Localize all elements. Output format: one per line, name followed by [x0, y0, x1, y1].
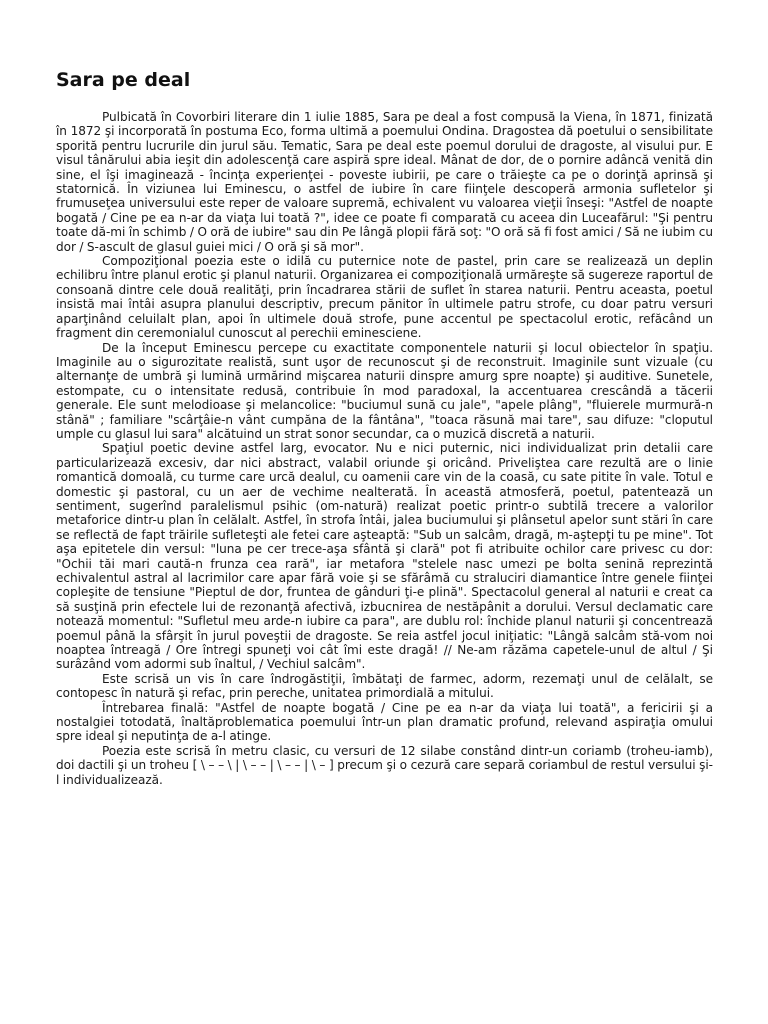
paragraph-7: Poezia este scrisă în metru clasic, cu versuri de 12 silabe constând dintr-un coriamb (troheu-iamb), doi dactili şi un troheu [ \ – – \ | \ – – | \ – – | \ – ] precum şi o cezură care separă coriambul de restul versului şi-l individualizează.: [56, 743, 713, 787]
document-page: [56, 66, 713, 787]
paragraph-5: Este scrisă un vis în care îndrogăstiţii, îmbătaţi de farmec, adorm, rezemaţi unul de celălalt, se contopesc în natură şi refac, prin pereche, unitatea primordială a mitului.: [56, 671, 713, 701]
paragraph-1: Pulbicată în Covorbiri literare din 1 iulie 1885, Sara pe deal a fost compusă la Viena, în 1871, finizată în 1872 şi incorporată în postuma Eco, forma ultimă a poemului Ondina. Dragostea dă poetului o sensibilitate sporită pentru lucrurile din jurul său. Tematic, Sara pe deal este poemul dorului de dragoste, al visului pur. E visul tânărului abia ieşit din adolescenţă care aspiră spre ideal. Mânat de dor, de o pornire adâncă venită din sine, el îşi imaginează - încinţa experienţei - poveste iubirii, pe care o trăieşte ca pe o dorinţă aprinsă şi statornică. În viziunea lui Eminescu, o astfel de iubire în care fiinţele descoperă armonia sufletelor şi frumuseţea universului este reper de valoare supremă, echivalent vu valoarea vieţii înseşi: "Astfel de noapte bogată / Cine pe ea n-ar da viaţa lui toată ?", idee ce poate fi comparată cu aceea din Luceafărul: "Şi pentru toate dă-mi în schimb / O oră de iubire" sau din Pe lângă plopii fără soţ: "O oră să fi fost amici / Să ne iubim cu dor / S-ascult de glasul guiei mici / O oră şi să mor".: [56, 110, 713, 254]
paragraph-6: Întrebarea finală: "Astfel de noapte bogată / Cine pe ea n-ar da viaţa lui toată", a fericirii şi a nostalgiei totodată, înaltăproblematica poemului într-un plan dramatic profund, relevand aspiraţia omului spre ideal şi neputinţa de a-l atinge.: [56, 700, 713, 744]
paragraph-3: De la început Eminescu percepe cu exactitate componentele naturii şi locul obiectelor în spaţiu. Imaginile au o sigurozitate realistă, sunt uşor de recunoscut şi de reconstruit. Imaginile sunt vizuale (cu alternanţe de umbră şi lumină urmărind mişcarea naturii dinspre amurg spre noapte) şi auditive. Sunetele, estompate, cu o intensitate redusă, contribuie în mod paradoxal, la accentuarea crescândă a tăcerii generale. Ele sunt melodioase şi melancolice: "buciumul sună cu jale", "apele plâng", "fluierele murmură-n stână" ; familiare "scârţâie-n vânt cumpăna de la fântâna", "toaca răsună mai tare", sau difuze: "cloputul umple cu glasul lui sara" alcătuind un strat sonor secundar, ca o muzică discretă a naturii.: [56, 340, 713, 441]
paragraph-4: Spaţiul poetic devine astfel larg, evocator. Nu e nici puternic, nici individualizat prin detalii care particularizează excesiv, dar nici abstract, valabil oriunde şi oricând. Priveliştea care rezultă are o linie romantică domoală, cu turme care urcă dealul, cu oamenii care vin de la coasă, cu sate pitite în vale. Totul e domestic şi pastoral, cu un aer de vechime nealterată. În această atmosferă, poetul, patentează un sentiment, sugerînd paralelismul psihic (om-natură) realizat poetic printr-o subtilă trecere a valorilor metaforice dintr-u plan în celălalt. Astfel, în strofa întâi, jalea buciumului şi plânsetul apelor sunt stări în care se reflectă de fapt trăirile sufleteşti ale fetei care aşteaptă: "Sub un salcâm, dragă, m-aştepţi tu pe mine". Tot aşa epitetele din versul: "luna pe cer trece-aşa sfântă şi clară" pot fi atribuite ochilor care privesc cu dor: "Ochii tăi mari caută-n frunza cea rară", iar metafora "stelele nasc umezi pe bolta senină reprezintă echivalentul astral al lacrimilor care apar fără voie şi se sfărâmă cu straluciri diamantice între genele fiinţei copleşite de tensiune "Pieptul de dor, fruntea de gânduri ţi-e plină". Spectacolul general al naturii e creat ca să susţină prin efectele lui de rezonanţă afectivă, izbucnirea de nestăpânit a dorului. Versul declamatic care notează momentul: "Sufletul meu arde-n iubire ca para", are dublu rol: închide planul naturii şi concentrează poemul până la sfârşit în jurul poveştii de dragoste. Se reia astfel jocul iniţiatic: "Lângă salcâm stă-vom noi noaptea întreagă / Ore întregi spuneţi voi cât îmi este dragă! // Ne-am răzăma capetele-unul de altul / Şi surâzând vom adormi sub înaltul, / Vechiul salcâm".: [56, 441, 713, 672]
page-title: Sara pe deal: [56, 69, 191, 91]
paragraph-2: Compoziţional poezia este o idilă cu puternice note de pastel, prin care se realizează un deplin echilibru între planul erotic şi planul naturii. Organizarea ei compoziţională urmăreşte să sugereze raportul de consoană dintre cele două realităţi, prin încadrarea stării de suflet în starea naturii. Pentru aceasta, poetul insistă mai întâi asupra planului descriptiv, precum pănitor în ultimele patru strofe, cu doar patru versuri aparţinând celuilalt plan, apoi în ultimele două strofe, pune accentul pe spectacolul erotic, refăcând un fragment din ceremonialul cunoscut al perechii eminesciene.: [56, 254, 713, 341]
